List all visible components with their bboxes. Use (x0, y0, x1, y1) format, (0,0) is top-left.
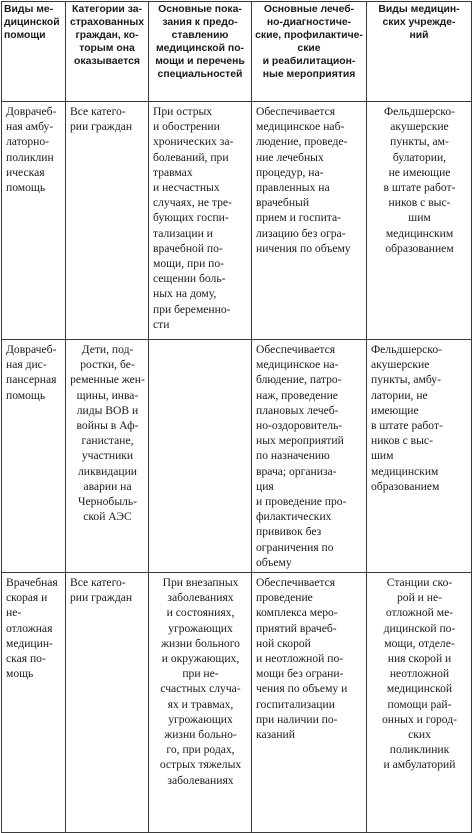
table-cell: Доврачеб- ная дис- пансерная помощь (2, 340, 66, 573)
table-cell: Обеспечивается медицинское на- блюдение, патро- наж, проведение плановых лечеб- но-оздоровитель- ных мероприятий по назначению врача; организа- ция и проведение про- филактических прививок без ограничения по объему (252, 340, 367, 573)
table-cell: Обеспечивается медицинское наб- людение, проведе- ние лечебных процедур, на- правленных на врачебный прием и госпита- лизацию без огра- ничения по объему (252, 102, 367, 340)
table-cell: Доврачеб- ная амбу- латорно- поликлин ическая помощь (2, 102, 66, 340)
medical-care-table (1, 1, 472, 833)
table-row (2, 340, 472, 573)
header-care-type: Виды ме- дицинской помощи (2, 2, 66, 102)
table-cell: Станции ско- рой и не- отложной ме- дицинской по- мощи, отделе- ния скорой и неотложной медицинской помощи рай- онных и город- ских поликлиник и амбулаторий (367, 573, 472, 833)
table-cell: При внезапных заболеваниях и состояниях, угрожающих жизни больного и окружающих, при не- счастных случа- ях и травмах, угрожающих жизни больно- го, при родах, острых тяжелых заболеваниях (149, 573, 252, 833)
table-row (2, 102, 472, 340)
table-cell (149, 340, 252, 573)
table-cell: Дети, под- ростки, бе- ременные жен- щины, инва- лиды ВОВ и войны в Аф- ганистане, участники ликвидации аварии на Чернобыль- ской АЭС (66, 340, 149, 573)
table-cell: Все катего- рии граждан (66, 102, 149, 340)
table-cell: Врачебная скорая и не- отложная медицин- ская по- мощь (2, 573, 66, 833)
table-header-row (2, 2, 472, 102)
table-row (2, 573, 472, 833)
header-measures: Основные лечеб- но-диагностиче- ские, профилактиче- ские и реабилитацион- ные мероприятия (252, 2, 367, 102)
table-cell: Фельдшерско- акушерские пункты, амбу- латории, не имеющие в штате работ- ников с выс- шим медицинским образованием (367, 340, 472, 573)
table-cell: Фельдшерско- акушерские пункты, ам- булатории, не имеющие в штате работ- ников с выс- шим медицинским образованием (367, 102, 472, 340)
header-institutions: Виды медицин- ских учрежде- ний (367, 2, 472, 102)
table-cell: Обеспечивается проведение комплекса меро- приятий врачеб- ной скорой и неотложной по- мощи без ограни- чения по объему и госпитализации при наличии по- казаний (252, 573, 367, 833)
table-cell: При острых и обострении хронических за- болеваний, при травмах и несчастных случаях, не тре- бующих госпи- тализации и врачебной по- мощи, при по- сещении боль- ных на дому, при беременно- сти (149, 102, 252, 340)
header-indications: Основные пока- зания к предо- ставлению медицинской по- мощи и перечень специальностей (149, 2, 252, 102)
header-insured-categories: Категории за- страхованных граждан, ко- торым она оказывается (66, 2, 149, 102)
table-cell: Все катего- рии граждан (66, 573, 149, 833)
